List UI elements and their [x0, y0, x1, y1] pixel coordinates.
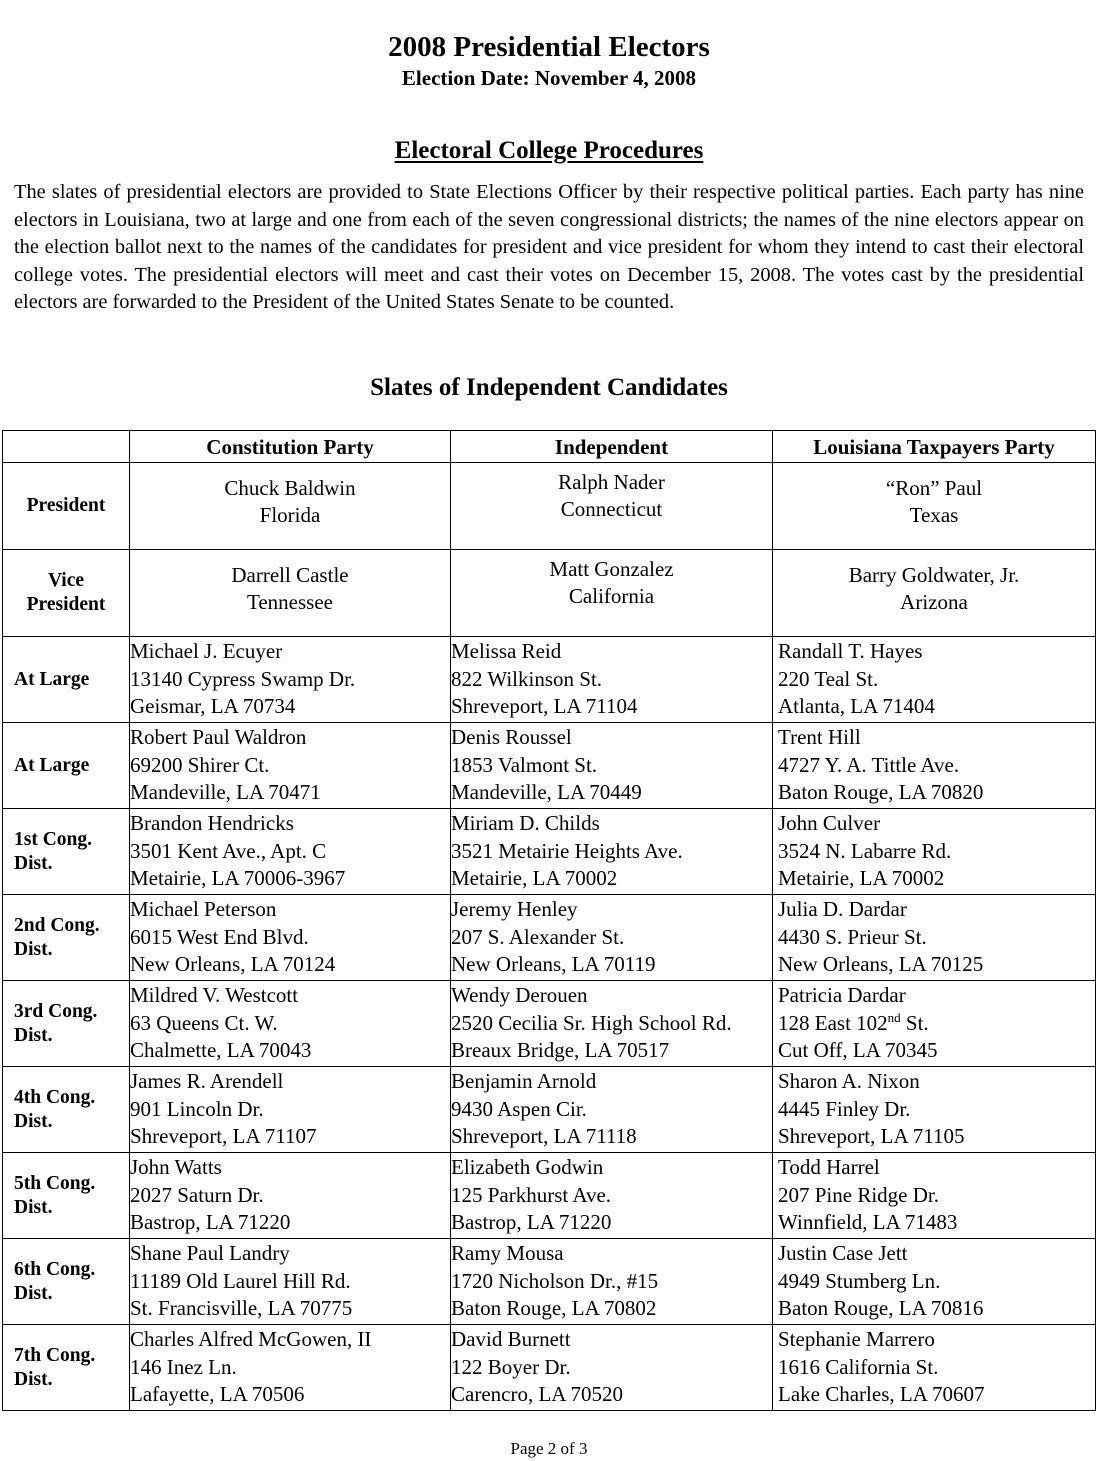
elector-name: Robert Paul Waldron: [130, 725, 307, 750]
elector-cell: [130, 895, 451, 981]
candidate-cell: [773, 550, 1096, 637]
elector-city: Shreveport, LA 71105: [778, 1124, 965, 1149]
elector-name: Shane Paul Landry: [130, 1241, 290, 1266]
elector-name: Patricia Dardar: [778, 983, 906, 1008]
row-label-line: Dist.: [14, 1110, 53, 1132]
row-label-line: 3rd Cong.: [14, 1000, 98, 1022]
elector-cell: [773, 809, 1096, 895]
elector-row: [3, 1153, 1096, 1239]
elector-city: Chalmette, LA 70043: [130, 1038, 312, 1063]
elector-cell: [451, 1239, 773, 1325]
candidate-state: Connecticut: [560, 497, 663, 521]
candidate-state: California: [568, 584, 655, 608]
row-label-line: 5th Cong.: [14, 1172, 96, 1194]
elector-cell: [130, 1325, 451, 1411]
document-title: 2008 Presidential Electors: [388, 31, 710, 63]
elector-street: 2027 Saturn Dr.: [130, 1182, 264, 1207]
candidate-state: Arizona: [900, 590, 968, 614]
elector-cell: [451, 1153, 773, 1239]
row-label-line: 1st Cong.: [14, 828, 93, 850]
row-label-line: Dist.: [14, 852, 53, 874]
elector-cell: [130, 1239, 451, 1325]
candidate-cell: [451, 463, 773, 550]
row-label-line: At Large: [14, 754, 90, 776]
elector-name: Melissa Reid: [451, 639, 562, 664]
elector-name: Charles Alfred McGowen, II: [130, 1327, 372, 1352]
elector-name: Jeremy Henley: [451, 897, 578, 922]
elector-city: Carencro, LA 70520: [451, 1382, 624, 1407]
row-label-line: President: [26, 594, 106, 615]
row-label-line: 6th Cong.: [14, 1258, 96, 1280]
electors-table: [2, 430, 1096, 1411]
elector-name: Justin Case Jett: [778, 1241, 908, 1266]
elector-name: Todd Harrel: [778, 1155, 880, 1180]
row-label: [3, 981, 130, 1067]
elector-row: [3, 1325, 1096, 1411]
elector-row: [3, 981, 1096, 1067]
row-label-line: Dist.: [14, 938, 53, 960]
elector-cell: [773, 1239, 1096, 1325]
elector-street: 3521 Metairie Heights Ave.: [451, 838, 683, 863]
elector-cell: [130, 723, 451, 809]
elector-name: Julia D. Dardar: [778, 897, 907, 922]
elector-cell: [773, 1153, 1096, 1239]
elector-street: 1720 Nicholson Dr., #15: [451, 1268, 659, 1293]
candidate-name: Barry Goldwater, Jr.: [848, 563, 1020, 587]
row-label-line: 7th Cong.: [14, 1344, 96, 1366]
elector-city: Shreveport, LA 71107: [130, 1124, 317, 1149]
elector-name: Brandon Hendricks: [130, 811, 294, 836]
elector-row: [3, 637, 1096, 723]
elector-city: Bastrop, LA 71220: [130, 1210, 291, 1235]
elector-name: Sharon A. Nixon: [778, 1069, 920, 1094]
elector-cell: [130, 1153, 451, 1239]
elector-city: Atlanta, LA 71404: [778, 694, 935, 719]
elector-row: [3, 723, 1096, 809]
elector-row: [3, 895, 1096, 981]
elector-city: St. Francisville, LA 70775: [130, 1296, 353, 1321]
elector-name: Miriam D. Childs: [451, 811, 600, 836]
elector-city: Metairie, LA 70006-3967: [130, 866, 346, 891]
elector-cell: [773, 895, 1096, 981]
elector-name: John Watts: [130, 1155, 222, 1180]
elector-city: Breaux Bridge, LA 70517: [451, 1038, 670, 1063]
elector-cell: [773, 1325, 1096, 1411]
elector-name: David Burnett: [451, 1327, 571, 1352]
elector-cell: [451, 809, 773, 895]
elector-street: 1853 Valmont St.: [451, 752, 598, 777]
elector-street: 4445 Finley Dr.: [778, 1096, 911, 1121]
elector-street: 3501 Kent Ave., Apt. C: [130, 838, 327, 863]
elector-street: 6015 West End Blvd.: [130, 924, 309, 949]
elector-city: Baton Rouge, LA 70802: [451, 1296, 657, 1321]
elector-city: Bastrop, LA 71220: [451, 1210, 612, 1235]
elector-street: 125 Parkhurst Ave.: [451, 1182, 612, 1207]
elector-name: Benjamin Arnold: [451, 1069, 597, 1094]
election-date: Election Date: November 4, 2008: [401, 66, 697, 90]
elector-street: 207 S. Alexander St.: [451, 924, 625, 949]
elector-street: 11189 Old Laurel Hill Rd.: [130, 1268, 351, 1293]
row-label-line: 4th Cong.: [14, 1086, 96, 1108]
elector-name: Wendy Derouen: [451, 983, 588, 1008]
candidate-cell: [130, 550, 451, 637]
elector-cell: [451, 723, 773, 809]
elector-name: John Culver: [778, 811, 881, 836]
party-header: Constitution Party: [130, 431, 451, 463]
elector-city: Geismar, LA 70734: [130, 694, 296, 719]
elector-city: New Orleans, LA 70125: [778, 952, 984, 977]
elector-cell: [451, 895, 773, 981]
elector-name: Michael J. Ecuyer: [130, 639, 283, 664]
candidate-cell: [773, 463, 1096, 550]
elector-name: Trent Hill: [778, 725, 861, 750]
elector-city: Lake Charles, LA 70607: [778, 1382, 985, 1407]
candidate-name: “Ron” Paul: [885, 476, 983, 500]
party-header: Louisiana Taxpayers Party: [773, 431, 1096, 463]
elector-street: 146 Inez Ln.: [130, 1354, 237, 1379]
row-label-line: Dist.: [14, 1196, 53, 1218]
elector-cell: [130, 981, 451, 1067]
elector-street: 3524 N. Labarre Rd.: [778, 838, 952, 863]
elector-street: 9430 Aspen Cir.: [451, 1096, 587, 1121]
elector-name: Randall T. Hayes: [778, 639, 923, 664]
elector-city: New Orleans, LA 70119: [451, 952, 656, 977]
row-label: [3, 809, 130, 895]
elector-city: Metairie, LA 70002: [451, 866, 618, 891]
elector-street: 1616 California St.: [778, 1354, 939, 1379]
elector-name: Ramy Mousa: [451, 1241, 564, 1266]
elector-street: 2520 Cecilia Sr. High School Rd.: [451, 1010, 732, 1035]
elector-street: 220 Teal St.: [778, 666, 879, 691]
elector-cell: [451, 981, 773, 1067]
elector-name: James R. Arendell: [130, 1069, 284, 1094]
elector-city: Shreveport, LA 71118: [451, 1124, 637, 1149]
row-label: [3, 463, 130, 550]
row-label-line: 2nd Cong.: [14, 914, 100, 936]
row-label: [3, 1239, 130, 1325]
elector-name: Stephanie Marrero: [778, 1327, 935, 1352]
candidate-row: [3, 463, 1096, 550]
candidate-state: Florida: [259, 503, 321, 527]
elector-street: 128 East 102nd St.: [778, 1009, 929, 1035]
candidate-state: Texas: [909, 503, 959, 527]
row-label-line: Dist.: [14, 1282, 53, 1304]
elector-city: Mandeville, LA 70471: [130, 780, 321, 805]
elector-city: New Orleans, LA 70124: [130, 952, 336, 977]
elector-city: Mandeville, LA 70449: [451, 780, 642, 805]
row-label-line: Dist.: [14, 1024, 53, 1046]
elector-street: 13140 Cypress Swamp Dr.: [130, 666, 356, 691]
party-header: Independent: [451, 431, 773, 463]
row-label: [3, 1325, 130, 1411]
row-label: [3, 895, 130, 981]
elector-cell: [451, 1067, 773, 1153]
elector-street: 822 Wilkinson St.: [451, 666, 603, 691]
elector-city: Baton Rouge, LA 70816: [778, 1296, 984, 1321]
elector-city: Winnfield, LA 71483: [778, 1210, 958, 1235]
elector-name: Michael Peterson: [130, 897, 277, 922]
elector-street: 4430 S. Prieur St.: [778, 924, 927, 949]
slates-heading: Slates of Independent Candidates: [370, 374, 728, 401]
candidate-cell: [130, 463, 451, 550]
elector-city: Baton Rouge, LA 70820: [778, 780, 984, 805]
row-label: [3, 1153, 130, 1239]
row-label-line: Vice: [47, 570, 85, 591]
elector-street: 69200 Shirer Ct.: [130, 752, 270, 777]
row-label-line: President: [26, 495, 106, 516]
elector-city: Metairie, LA 70002: [778, 866, 945, 891]
elector-street: 4949 Stumberg Ln.: [778, 1268, 941, 1293]
elector-street: 63 Queens Ct. W.: [130, 1010, 278, 1035]
candidate-name: Darrell Castle: [231, 563, 349, 587]
candidate-state: Tennessee: [247, 590, 333, 614]
elector-row: [3, 809, 1096, 895]
procedures-paragraph: The slates of presidential electors are provided to State Elections Officer by their respective political parties. Each party has nine electors in Louisiana, two at large and one from each of the seven congressional districts; the names of the nine electors appear on the election ballot next to the names of the candidates for president and vice president for whom they intend to cast their electoral college votes. The presidential electors will meet and cast their votes on December 15, 2008. The votes cast by the presidential electors are forwarded to the President of the United States Senate to be counted.: [14, 181, 1084, 314]
elector-cell: [773, 981, 1096, 1067]
elector-cell: [773, 637, 1096, 723]
candidate-row: [3, 550, 1096, 637]
party-header-row: [3, 431, 1096, 463]
row-label-line: Dist.: [14, 1368, 53, 1390]
row-label-line: At Large: [14, 668, 90, 690]
elector-cell: [130, 637, 451, 723]
elector-cell: [773, 1067, 1096, 1153]
elector-name: Elizabeth Godwin: [451, 1155, 604, 1180]
elector-city: Shreveport, LA 71104: [451, 694, 638, 719]
candidate-name: Ralph Nader: [558, 470, 665, 494]
elector-name: Denis Roussel: [451, 725, 572, 750]
elector-row: [3, 1067, 1096, 1153]
elector-street: 122 Boyer Dr.: [451, 1354, 571, 1379]
candidate-name: Chuck Baldwin: [224, 476, 356, 500]
elector-cell: [451, 1325, 773, 1411]
elector-street: 4727 Y. A. Tittle Ave.: [778, 752, 960, 777]
elector-city: Cut Off, LA 70345: [778, 1038, 938, 1063]
elector-name: Mildred V. Westcott: [130, 983, 299, 1008]
candidate-name: Matt Gonzalez: [549, 557, 674, 581]
elector-street: 207 Pine Ridge Dr.: [778, 1182, 939, 1207]
row-label: [3, 1067, 130, 1153]
procedures-heading: Electoral College Procedures: [394, 137, 704, 164]
elector-street: 901 Lincoln Dr.: [130, 1096, 264, 1121]
elector-cell: [130, 1067, 451, 1153]
page-number: Page 2 of 3: [510, 1439, 588, 1458]
elector-row: [3, 1239, 1096, 1325]
row-label: [3, 637, 130, 723]
elector-city: Lafayette, LA 70506: [130, 1382, 305, 1407]
row-label: [3, 723, 130, 809]
corner-cell: [3, 431, 130, 463]
elector-cell: [130, 809, 451, 895]
row-label: [3, 550, 130, 637]
elector-cell: [451, 637, 773, 723]
candidate-cell: [451, 550, 773, 637]
elector-cell: [773, 723, 1096, 809]
